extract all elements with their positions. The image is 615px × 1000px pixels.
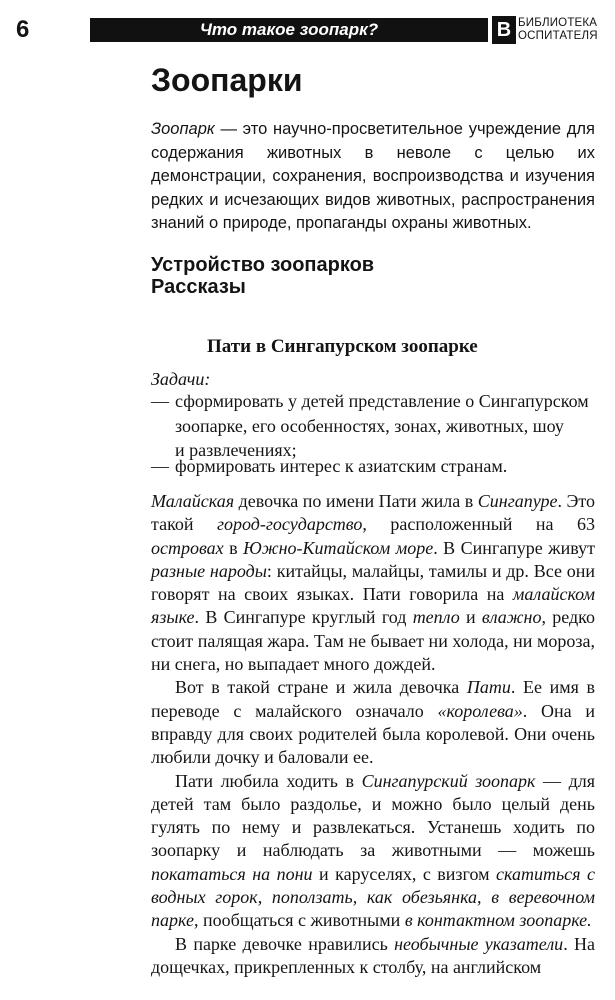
task1-line2: зоопарке, его особенностях, зонах, животных, шоу bbox=[175, 415, 564, 436]
dash-icon: — bbox=[151, 391, 169, 411]
p3-em: покататься на пони bbox=[151, 863, 313, 884]
p1-text: . В Сингапуре круглый год bbox=[194, 607, 413, 628]
paragraph-3 bbox=[151, 770, 595, 933]
story-title: Пати в Сингапурском зоопарке bbox=[207, 336, 478, 357]
p3-text: , пообщаться с животными bbox=[193, 910, 405, 931]
section-heading-line1: Устройство зоопарков bbox=[151, 254, 375, 276]
p2-text: . Ее имя в переводе с малайского означало bbox=[151, 677, 595, 721]
intro-term: Зоопарк bbox=[151, 120, 215, 138]
p2-text: . Она и вправду для своих родителей была королевой. Они очень любили дочку и баловали ее. bbox=[151, 700, 595, 768]
running-header bbox=[12, 14, 604, 48]
p1-em: тепло bbox=[412, 607, 460, 628]
intro-paragraph bbox=[151, 118, 595, 236]
story-body bbox=[151, 490, 595, 979]
series-logo-letter: В bbox=[492, 16, 516, 44]
series-logo-line2: ОСПИТАТЕЛЯ bbox=[518, 30, 598, 42]
p1-em: Южно-Китайском море bbox=[243, 537, 434, 558]
p1-text: в bbox=[223, 537, 244, 558]
task-item bbox=[151, 389, 595, 463]
p2-text: Вот в такой стране и жила девочка bbox=[175, 677, 467, 698]
p3-text: Пати любила ходить в bbox=[175, 770, 362, 791]
task1-line1: сформировать у детей представление о Сингапурском bbox=[175, 391, 589, 411]
p1-em: влажно bbox=[481, 607, 542, 628]
p4-em: необычные указатели bbox=[394, 933, 564, 954]
p1-em: малайском языке bbox=[151, 584, 595, 628]
p2-em: Пати bbox=[466, 677, 511, 698]
task2-text: формировать интерес к азиатским странам. bbox=[175, 456, 508, 476]
paragraph-1 bbox=[151, 490, 595, 676]
p3-em: Сингапурский зоопарк bbox=[361, 770, 536, 791]
p1-em: разные народы bbox=[151, 560, 267, 581]
p3-em: скатиться с водных горок, поползать, как обезьянка, в веревочном парке bbox=[151, 863, 595, 931]
paragraph-2 bbox=[151, 676, 595, 769]
p1-em: островах bbox=[151, 537, 224, 558]
p1-text: и bbox=[459, 607, 482, 628]
p1-text: : китайцы, малайцы, тамилы и др. Все они говорят на своих языках. Пати говорила на bbox=[151, 560, 595, 605]
p1-text: , расположенный на 63 bbox=[362, 514, 595, 535]
task1-line3: и развлечениях; bbox=[175, 440, 297, 460]
p1-em: Сингапуре bbox=[477, 491, 558, 511]
dash-icon: — bbox=[151, 456, 169, 476]
page-title: Зоопарки bbox=[151, 62, 303, 98]
task-item bbox=[151, 454, 595, 479]
p1-text: девочка по имени Пати жила в bbox=[234, 491, 478, 511]
chapter-title-bar: Что такое зоопарк? bbox=[90, 18, 488, 42]
series-logo bbox=[492, 16, 606, 44]
section-heading bbox=[151, 254, 374, 298]
intro-text: — это научно-просветительное учреждение для содержания животных в неволе с целью их демонстрации, сохранения, воспроизводства и изучения редких и исчезающих видов животных, распространения знаний о природе, пропаганды охраны животных. bbox=[151, 120, 595, 233]
page-number: 6 bbox=[16, 16, 30, 43]
p3-em: в контактном зоопарке. bbox=[404, 910, 592, 931]
p3-text: и каруселях, с визгом bbox=[312, 863, 497, 884]
section-heading-line2: Рассказы bbox=[151, 276, 246, 298]
p4-text: . На дощечках, прикрепленных к столбу, на английском bbox=[151, 933, 595, 977]
tasks-label: Задачи: bbox=[151, 369, 211, 389]
p1-em: город-государство bbox=[217, 514, 363, 535]
p1-em: Малайская bbox=[151, 491, 235, 511]
p2-em: «королева» bbox=[437, 700, 523, 721]
p1-text: , редко стоит палящая жара. Там не бывает ни холода, ни мороза, ни снега, но выпадает много дождей. bbox=[151, 607, 595, 675]
p3-text: — для детей там было раздолье, и можно было целый день гулять по нему и развлекаться. Устанешь ходить по зоопарку и наблюдать за животными — можешь bbox=[151, 770, 596, 861]
series-logo-line1: БИБЛИОТЕКА bbox=[518, 17, 598, 29]
paragraph-4 bbox=[151, 933, 595, 980]
p1-text: . В Сингапуре живут bbox=[433, 537, 596, 558]
p4-text: В парке девочке нравились bbox=[175, 933, 395, 954]
p1-text: . Это такой bbox=[151, 491, 596, 535]
